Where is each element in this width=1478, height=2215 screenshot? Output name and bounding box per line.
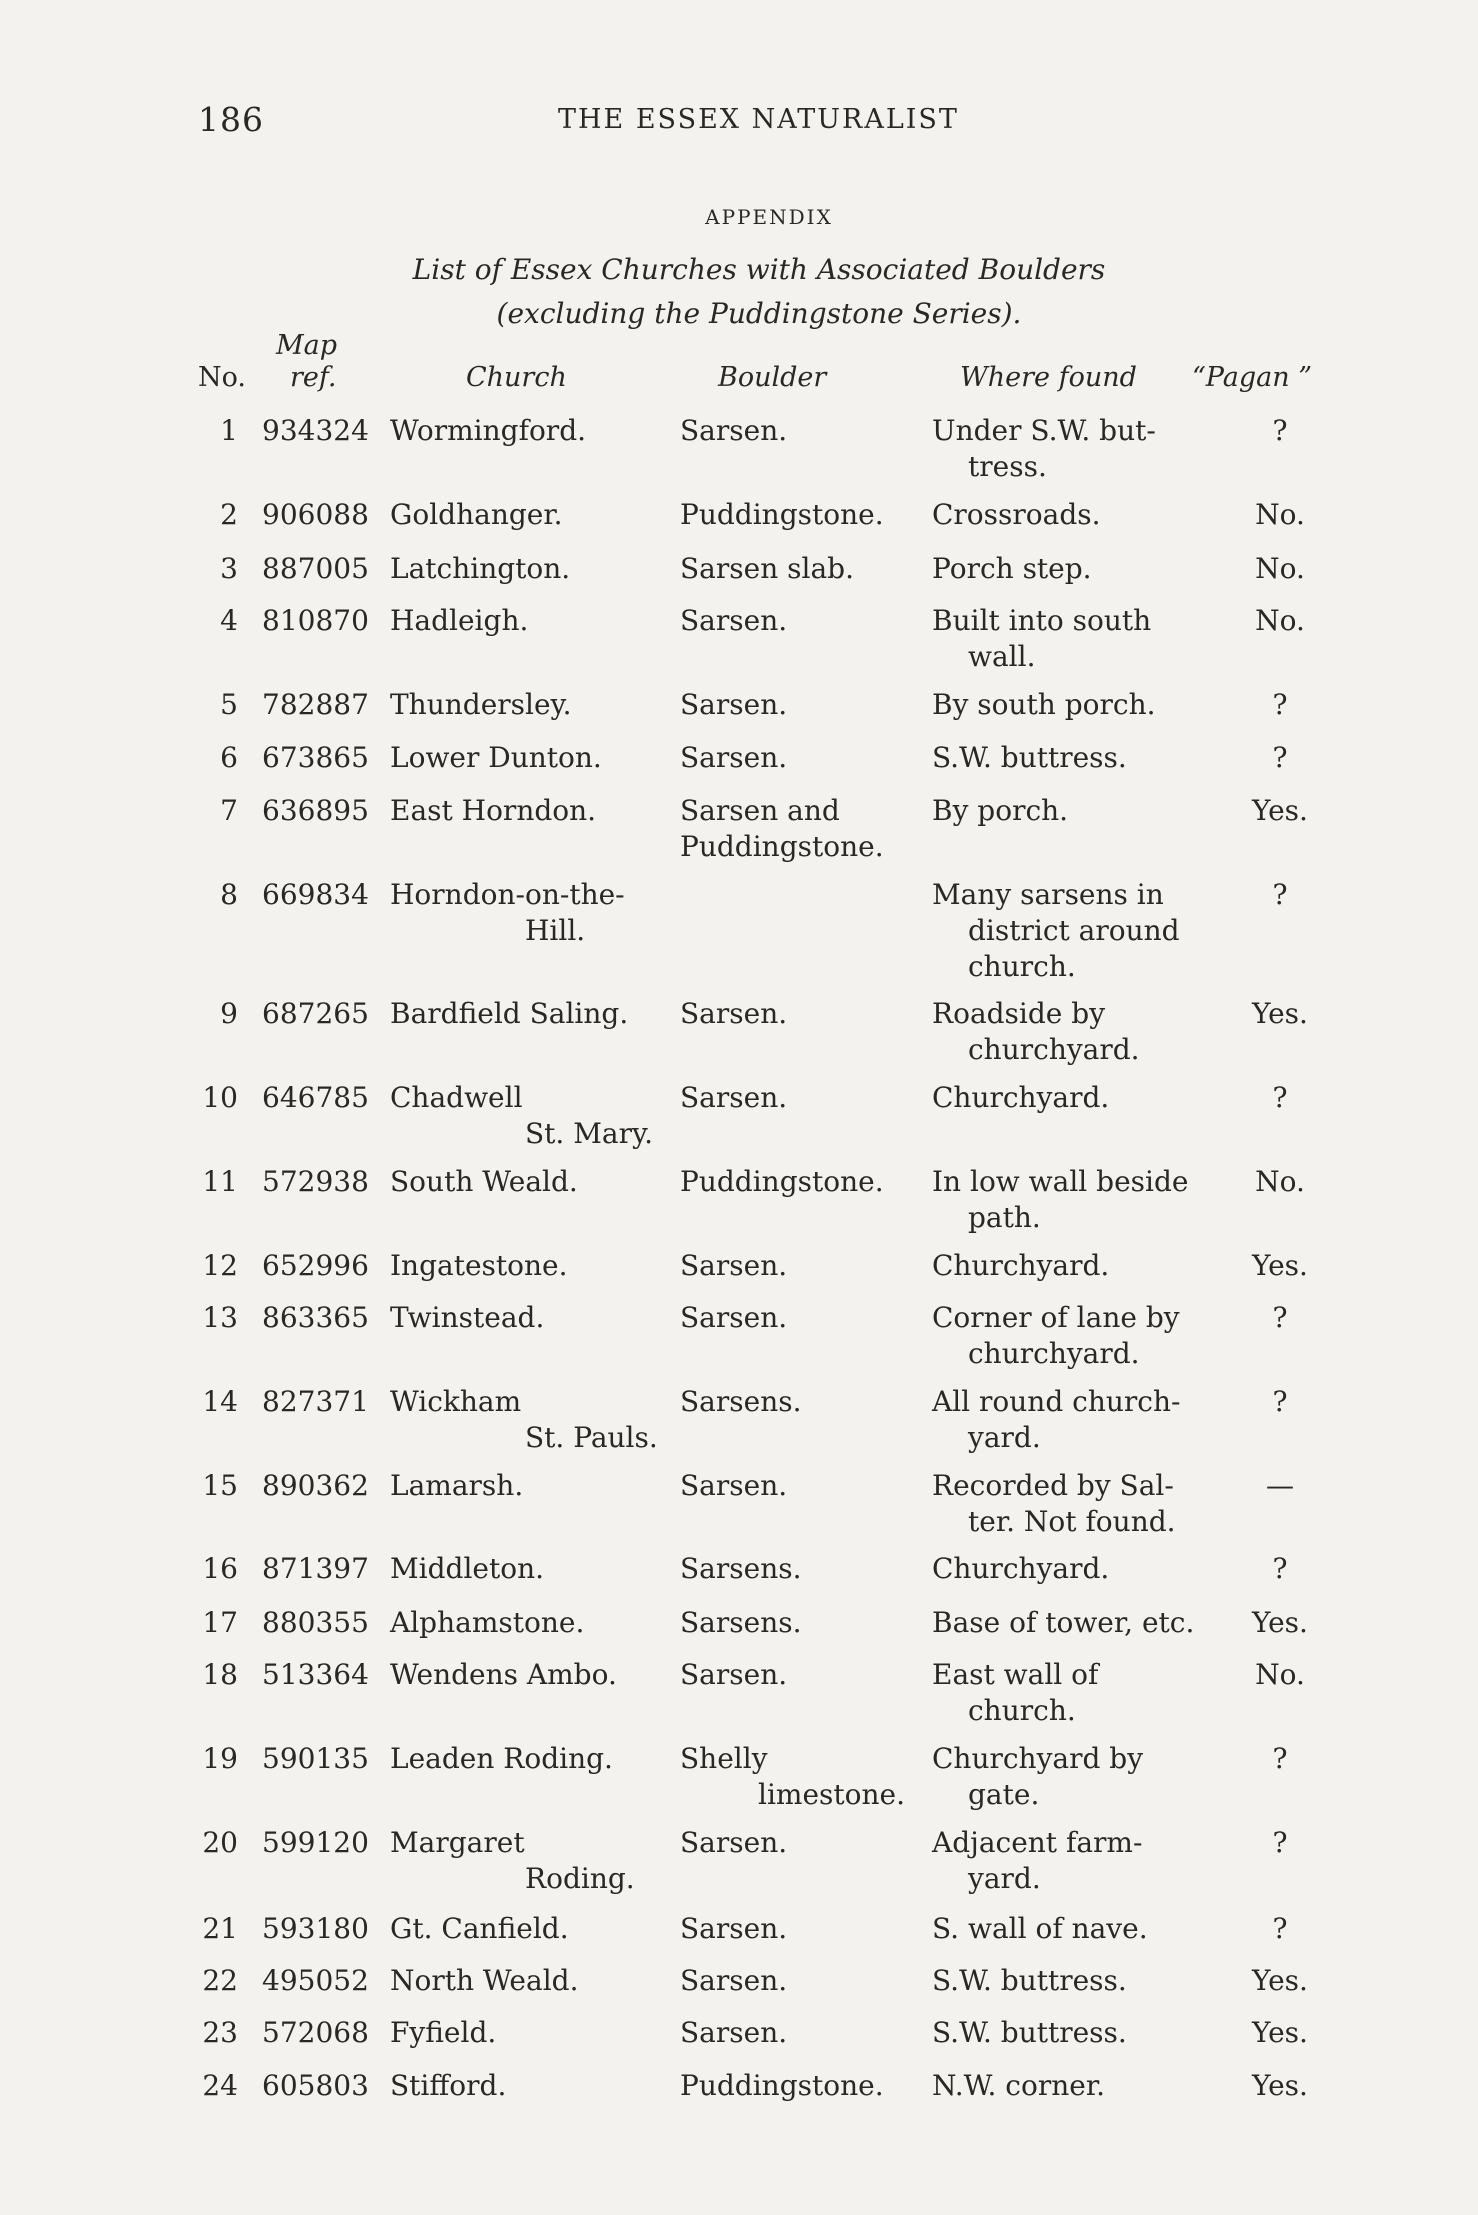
map-ref: 880355 [262,1606,369,1639]
pagan-status: No. [1255,552,1305,585]
list-title-line2: (excluding the Puddingstone Series). [496,297,1022,330]
row-number: 22 [202,1964,238,1997]
boulder-type [680,1300,787,1336]
church-name-line: Latchington. [390,552,571,585]
pagan-status: ? [1272,1912,1288,1945]
church-name-line: Hadleigh. [390,604,529,637]
where-found-line: East wall of [932,1658,1099,1691]
pagan-status: No. [1255,1658,1305,1691]
row-number: 14 [202,1385,238,1418]
map-ref: 871397 [262,1552,369,1585]
pagan-status: — [1266,1469,1294,1502]
where-found [932,603,1210,675]
map-ref: 906088 [262,498,369,531]
church-name-line: Goldhanger. [390,498,563,531]
where-found-line: gate. [968,1778,1040,1811]
boulder-type [680,1248,787,1284]
church-name [390,1248,568,1284]
page-header [198,100,1358,150]
where-found [932,877,1210,985]
row-number: 20 [202,1826,238,1859]
church-name-line: Middleton. [390,1552,545,1585]
where-found-line: S. wall of nave. [932,1912,1148,1945]
column-header-map-line1: Map [276,330,338,361]
boulder-type [680,497,884,533]
map-ref: 513364 [262,1658,369,1691]
boulder-type [680,1384,802,1420]
church-name-line: Horndon-on-the- [390,878,625,911]
church-name-line: South Weald. [390,1165,578,1198]
church-name-line: St. Mary. [525,1117,653,1150]
church-name [390,1300,544,1336]
row-number: 16 [202,1552,238,1585]
where-found-line: S.W. buttress. [932,1964,1127,1997]
boulder-type-line: Puddingstone. [680,1165,884,1198]
map-ref: 782887 [262,688,369,721]
pagan-status: Yes. [1252,1606,1308,1639]
row-number: 3 [220,552,238,585]
church-name [390,996,628,1032]
boulder-type-line: Sarsens. [680,1552,802,1585]
church-name-line: Alphamstone. [390,1606,585,1639]
church-name-line: Ingatestone. [390,1249,568,1282]
where-found-line: N.W. corner. [932,2069,1106,2102]
pagan-status: No. [1255,1165,1305,1198]
where-found [932,996,1210,1068]
row-number: 23 [202,2016,238,2049]
boulder-type [680,740,787,776]
where-found-line: district around [968,914,1180,947]
boulder-type-line: Sarsen. [680,414,788,447]
where-found-line: church. [968,1694,1076,1727]
map-ref: 810870 [262,604,369,637]
column-header-no: No. [198,362,246,393]
row-number: 13 [202,1301,238,1334]
where-found-line: In low wall beside [932,1165,1189,1198]
pagan-status: ? [1272,1742,1288,1775]
where-found-line: churchyard. [968,1337,1140,1370]
where-found-line: Many sarsens in [932,878,1164,911]
boulder-type-line: Puddingstone. [680,498,884,531]
church-name-line: Chadwell [390,1081,523,1114]
boulder-type-line: Sarsen. [680,1826,788,1859]
where-found [932,1911,1210,1947]
map-ref: 673865 [262,741,369,774]
where-found [932,551,1210,587]
map-ref: 572068 [262,2016,369,2049]
row-number: 18 [202,1658,238,1691]
where-found-line: By south porch. [932,688,1156,721]
church-name-line: Margaret [390,1826,525,1859]
church-name-line: Gt. Canfield. [390,1912,569,1945]
church-name [390,687,572,723]
pagan-status: ? [1272,1385,1288,1418]
row-number: 8 [220,878,238,911]
boulder-type [680,1080,787,1116]
where-found-line: church. [968,950,1076,983]
church-name-line: Wickham [390,1385,522,1418]
boulder-type-line: Sarsen. [680,1301,788,1334]
boulder-type-line: Sarsen. [680,1964,788,1997]
map-ref: 652996 [262,1249,369,1282]
where-found [932,413,1210,485]
church-name-line: East Horndon. [390,794,597,827]
pagan-status: Yes. [1252,1249,1308,1282]
where-found-line: churchyard. [968,1033,1140,1066]
where-found-line: path. [968,1201,1041,1234]
row-number: 21 [202,1912,238,1945]
pagan-status: ? [1272,1826,1288,1859]
church-name [390,1605,584,1641]
where-found-line: S.W. buttress. [932,2016,1127,2049]
where-found [932,2015,1210,2051]
boulder-type [680,1741,905,1813]
where-found-line: Base of tower, etc. [932,1606,1195,1639]
church-name-line: North Weald. [390,1964,579,1997]
row-number: 6 [220,741,238,774]
where-found-line: Churchyard by [932,1742,1144,1775]
where-found [932,1468,1210,1540]
appendix-label: APPENDIX [705,205,833,229]
pagan-status: ? [1272,741,1288,774]
church-name [390,793,596,829]
boulder-type [680,1551,802,1587]
where-found [932,1164,1210,1236]
church-name [390,551,570,587]
church-name-line: Wormingford. [390,414,587,447]
where-found-line: Built into south [932,604,1152,637]
row-number: 17 [202,1606,238,1639]
map-ref: 593180 [262,1912,369,1945]
boulder-type-line: Sarsens. [680,1606,802,1639]
row-number: 7 [220,794,238,827]
boulder-type [680,1963,787,1999]
boulder-type-line: Puddingstone. [680,830,884,863]
pagan-status: ? [1272,1301,1288,1334]
church-name [390,2068,506,2104]
where-found-line: Churchyard. [932,1249,1110,1282]
column-header-where-found: Where found [960,362,1137,393]
where-found [932,1384,1210,1456]
boulder-type [680,793,884,865]
where-found [932,1248,1210,1284]
boulder-type-line: Shelly [680,1742,768,1775]
row-number: 24 [202,2069,238,2102]
pagan-status: Yes. [1252,1964,1308,1997]
where-found [932,793,1210,829]
boulder-type [680,2015,787,2051]
row-number: 5 [220,688,238,721]
church-name [390,1080,653,1152]
church-name [390,1384,658,1456]
map-ref: 863365 [262,1301,369,1334]
church-name-line: Hill. [525,914,586,947]
church-name [390,877,625,949]
church-name [390,1164,578,1200]
column-header-boulder: Boulder [718,362,827,393]
boulder-type [680,1911,787,1947]
church-name [390,413,586,449]
church-name-line: Wendens Ambo. [390,1658,617,1691]
where-found [932,1963,1210,1999]
row-number: 12 [202,1249,238,1282]
church-name [390,1825,635,1897]
where-found-line: ter. Not found. [968,1505,1176,1538]
church-name-line: Lower Dunton. [390,741,602,774]
church-name [390,740,602,776]
pagan-status: ? [1272,688,1288,721]
where-found-line: Churchyard. [932,1552,1110,1585]
church-name-line: St. Pauls. [525,1421,658,1454]
boulder-type [680,1657,787,1693]
where-found [932,1551,1210,1587]
boulder-type-line: Sarsen. [680,1249,788,1282]
list-title-line1: List of Essex Churches with Associated Boulders [412,253,1106,286]
where-found [932,740,1210,776]
where-found-line: S.W. buttress. [932,741,1127,774]
church-name [390,603,528,639]
church-name-line: Lamarsh. [390,1469,524,1502]
boulder-type-line: Sarsens. [680,1385,802,1418]
church-name [390,1551,544,1587]
where-found-line: Churchyard. [932,1081,1110,1114]
pagan-status: No. [1255,604,1305,637]
map-ref: 599120 [262,1826,369,1859]
boulder-type-line: Sarsen slab. [680,552,854,585]
map-ref: 572938 [262,1165,369,1198]
map-ref: 605803 [262,2069,369,2102]
boulder-type [680,603,787,639]
pagan-status: Yes. [1252,2016,1308,2049]
boulder-type-line: Sarsen. [680,2016,788,2049]
church-name-line: Bardfield Saling. [390,997,629,1030]
church-name-line: Twinstead. [390,1301,545,1334]
where-found [932,1741,1210,1813]
boulder-type [680,551,854,587]
where-found [932,1657,1210,1729]
where-found-line: Adjacent farm- [932,1826,1143,1859]
boulder-type [680,1164,884,1200]
boulder-type-line: limestone. [758,1778,906,1811]
boulder-type-line: Sarsen. [680,604,788,637]
row-number: 10 [202,1081,238,1114]
map-ref: 646785 [262,1081,369,1114]
row-number: 4 [220,604,238,637]
where-found-line: All round church- [932,1385,1181,1418]
pagan-status: No. [1255,498,1305,531]
church-name-line: Leaden Roding. [390,1742,613,1775]
where-found [932,2068,1210,2104]
boulder-type-line: Sarsen. [680,688,788,721]
boulder-type-line: Sarsen. [680,997,788,1030]
pagan-status: Yes. [1252,794,1308,827]
row-number: 19 [202,1742,238,1775]
where-found-line: Roadside by [932,997,1106,1030]
row-number: 2 [220,498,238,531]
church-name [390,2015,496,2051]
boulder-type [680,413,787,449]
map-ref: 887005 [262,552,369,585]
boulder-type [680,996,787,1032]
boulder-type-line: Puddingstone. [680,2069,884,2102]
where-found-line: Corner of lane by [932,1301,1180,1334]
column-header-map-line2: ref. [290,362,337,393]
church-name-line: Stifford. [390,2069,507,2102]
boulder-type [680,2068,884,2104]
where-found [932,1080,1210,1116]
list-title [0,248,1478,336]
boulder-type-line: Sarsen. [680,1081,788,1114]
map-ref: 495052 [262,1964,369,1997]
where-found [932,1605,1210,1641]
where-found-line: yard. [968,1421,1041,1454]
church-name [390,497,563,533]
church-name-line: Fyfield. [390,2016,497,2049]
pagan-status: ? [1272,414,1288,447]
row-number: 1 [220,414,238,447]
church-name-line: Roding. [525,1862,635,1895]
map-ref: 590135 [262,1742,369,1775]
map-ref: 827371 [262,1385,369,1418]
column-header-pagan: “Pagan ” [1192,362,1313,393]
where-found-line: Porch step. [932,552,1092,585]
where-found-line: By porch. [932,794,1069,827]
column-header-church: Church [466,362,567,393]
where-found-line: Recorded by Sal- [932,1469,1174,1502]
where-found-line: Crossroads. [932,498,1101,531]
pagan-status: ? [1272,1552,1288,1585]
map-ref: 636895 [262,794,369,827]
church-name [390,1468,523,1504]
boulder-type [680,1468,787,1504]
where-found-line: Under S.W. but- [932,414,1156,447]
boulder-type [680,687,787,723]
map-ref: 687265 [262,997,369,1030]
pagan-status: ? [1272,878,1288,911]
church-name [390,1741,613,1777]
row-number: 15 [202,1469,238,1502]
page-number: 186 [198,100,264,139]
where-found [932,1300,1210,1372]
boulder-type-line: Sarsen. [680,1469,788,1502]
map-ref: 890362 [262,1469,369,1502]
map-ref: 934324 [262,414,369,447]
row-number: 11 [202,1165,238,1198]
map-ref: 669834 [262,878,369,911]
where-found-line: wall. [968,640,1036,673]
pagan-status: ? [1272,1081,1288,1114]
pagan-status: Yes. [1252,2069,1308,2102]
boulder-type [680,1825,787,1861]
boulder-type-line: Sarsen. [680,741,788,774]
where-found [932,497,1210,533]
row-number: 9 [220,997,238,1030]
boulder-type-line: Sarsen. [680,1912,788,1945]
boulder-type-line: Sarsen and [680,794,840,827]
where-found [932,687,1210,723]
where-found-line: tress. [968,450,1047,483]
church-name-line: Thundersley. [390,688,572,721]
pagan-status: Yes. [1252,997,1308,1030]
church-name [390,1911,569,1947]
church-name [390,1657,617,1693]
where-found [932,1825,1210,1897]
boulder-type-line: Sarsen. [680,1658,788,1691]
journal-title: THE ESSEX NATURALIST [558,104,959,135]
church-name [390,1963,578,1999]
boulder-type [680,1605,802,1641]
where-found-line: yard. [968,1862,1041,1895]
